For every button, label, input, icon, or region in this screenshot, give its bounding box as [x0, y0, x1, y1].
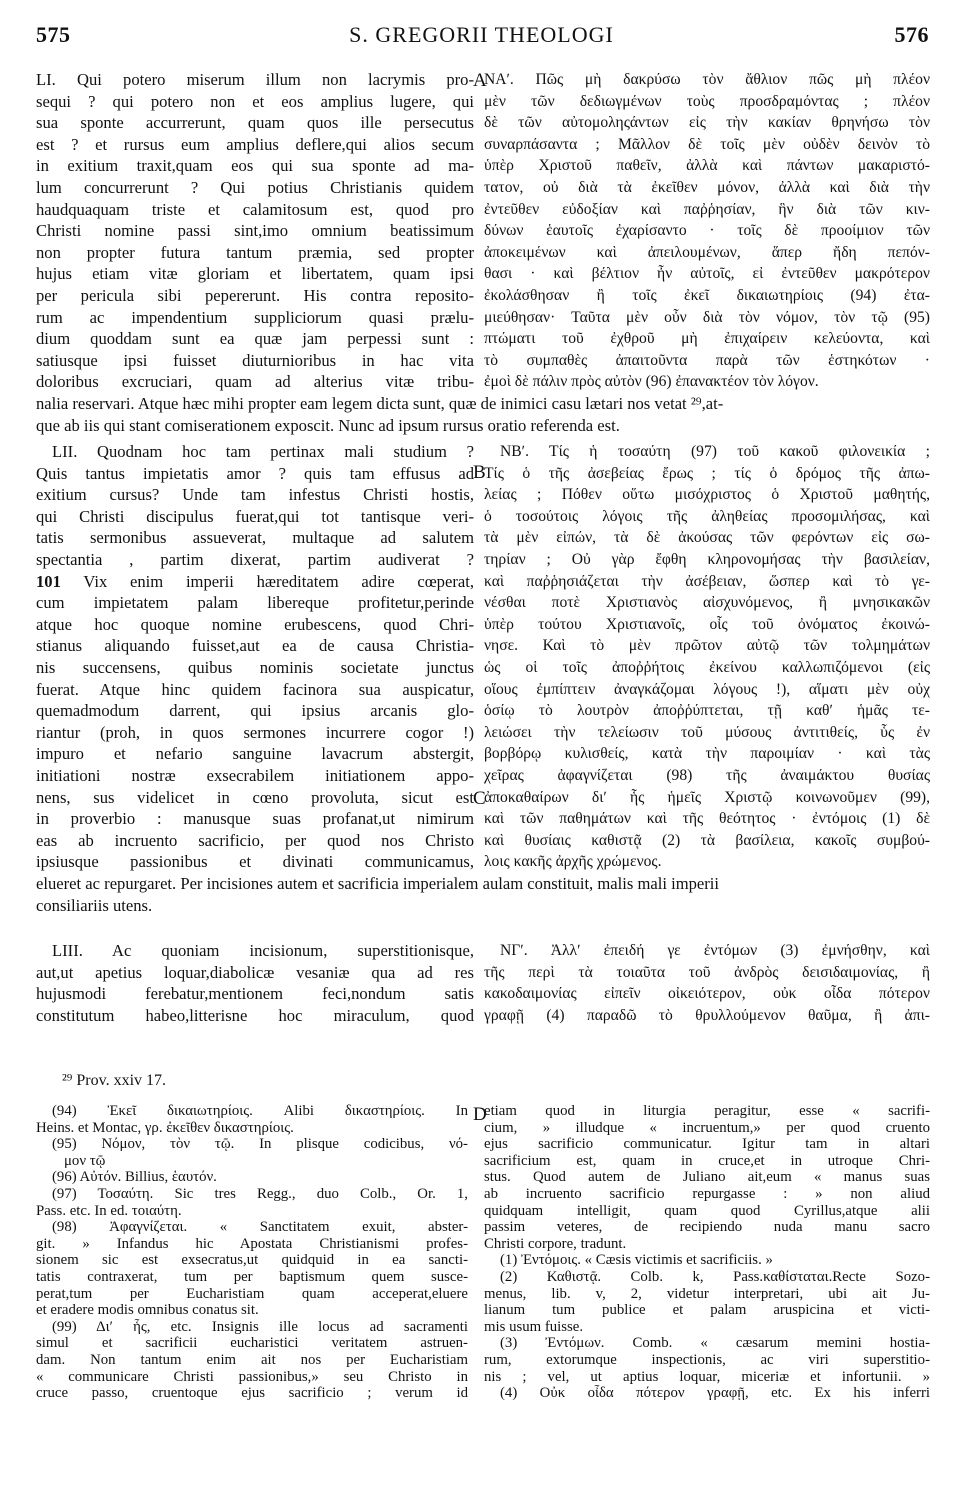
text-line: per pericula sibi pepererunt. His contra reposito- — [36, 285, 474, 305]
text-line: ὑπὲρ Χριστοῦ παθεῖν, ἀλλὰ καὶ πάντων μακαριστό- — [484, 157, 930, 175]
text-line: συναρπάσαντα ; Μᾶλλον δὲ τοῖς μὲν οὐδὲν δεινὸν τὸ — [484, 135, 930, 153]
text-line: γραφῇ (4) παραδῶ τὸ θρυλλούμενον θαῦμα, ἢ ἀπι- — [484, 1006, 930, 1024]
note-line: ejus sacrificio communicatur. Igitur tam in altari — [484, 1136, 930, 1153]
text-line: νησε. Καὶ τὸ μὲν πρῶτον αὐτῷ τῶν τολμημάτων — [484, 637, 930, 655]
note-line: passim veteres, de recipiendo nuda manu sacro — [484, 1219, 930, 1236]
migne-column-number: 101 — [36, 571, 61, 591]
text-line: ὁ τοσούτοις λόγοις τῆς ἀληθείας προσομιλήσας, καὶ — [484, 507, 930, 525]
text-line: μιεύθησαν· Ταῦτα μὲν οὖν διὰ τὸν νόμον, τὸν τῷ (95) — [484, 308, 930, 326]
text-line: ipsiusque passionibus et divinati communicamus, — [36, 852, 474, 872]
note-line: Pass. etc. In ed. τοιαύτη. — [36, 1202, 182, 1219]
note-line: (1) Ἐντόμοις. « Cæsis victimis et sacrificiis. » — [500, 1252, 773, 1269]
note-line: ab incruento sacrificio repurgasse : » non aliud — [484, 1185, 930, 1202]
text-line: τηρίαν ; Οὐ γὰρ ἔφθη κληρονομήσας τὴν βασιλείαν, — [484, 550, 930, 568]
note-line: nis ; vel, ut aptius loquar, miceriæ et infortunii. » — [484, 1368, 930, 1385]
text-line: nens, sus videlicet in cœno provoluta, sicut est — [36, 787, 474, 807]
text-line: ὁσίῳ τὸ λουτρὸν ἀποῤῥύπτεται, τῇ καθʹ ἡμᾶς τε- — [484, 702, 930, 720]
note-line: sionem sic est exsecratus,ut quidquid in ea sancti- — [36, 1252, 468, 1269]
note-line: (2) Καθιστᾷ. Colb. k, Pass.καθίσταται.Recte Sozo- — [500, 1268, 930, 1285]
text-line — [36, 571, 474, 593]
text-line: nalia reservari. Atque hæc mihi propter eam legem dicta sunt, quæ de inimici casu lætari nos vetat ²⁹,at- — [36, 394, 724, 413]
text-line: ἐντεῦθεν εὐδοξίαν καὶ παῤῥησίαν, ἣν διὰ τῶν κιν- — [484, 200, 930, 218]
latin-column-block2 — [36, 441, 474, 873]
text-line: que ab iis qui stant comiserationem exposcit. Nunc ad ipsum rursus oratio referenda est. — [36, 415, 620, 435]
text-line: nis succensens, quibus nominis societate junctus — [36, 657, 474, 677]
note-line: cium, » illudque « incruentum,» per quod cruento — [484, 1119, 930, 1136]
text-line: atque hoc quoque nomine erubescens, quod Chri- — [36, 614, 474, 634]
note-line: dam. Non tantum enim ait nos per Eucharistiam — [36, 1351, 468, 1368]
text-line: βορβόρῳ κυλισθείς, κατὰ τὴν παροιμίαν · καὶ τὰς — [484, 745, 930, 763]
text-line: satiusque ipsi fuisset diuturnioribus in hac vita — [36, 350, 474, 370]
text-line: in exitium traxit,quam eos qui sua sponte ad ma- — [36, 156, 474, 176]
note-line: (97) Τοσαύτη. Sic tres Regg., duo Colb., Or. 1, — [52, 1185, 468, 1202]
note-line: Heins. et Montac, γρ. ἐκεῖθεν δικαστηρίοις. — [36, 1119, 294, 1136]
margin-marker-a: A — [473, 70, 487, 91]
text-line: rum ac impendentium suppliciorum quasi prælu- — [36, 307, 474, 327]
note-line: « communicare Christi passionibus,» seu Christo in — [36, 1368, 468, 1385]
note-line: menus, lib. v, 2, videtur interpretari, ubi ait Ju- — [484, 1285, 930, 1302]
text-line: ἀποκαθαίρων διʹ ἧς ἡμεῖς Χριστῷ κοινωνοῦμεν (99), — [484, 788, 930, 806]
text-line: hujusmodi ferebatur,mentionem feci,nondum satis — [36, 984, 474, 1004]
text-line: τατον, οὐ διὰ τὰ ἐκεῖθεν μόνον, ἀλλὰ καὶ διὰ τὴν — [484, 178, 930, 196]
text-line: καὶ παῤῥησιάζεται τὴν ἀσέβειαν, ὥσπερ καὶ τὸ γε- — [484, 572, 930, 590]
note-line: (94) Ἐκεῖ δικαιωτηρίοις. Alibi δικαστηρίοις. In — [52, 1103, 468, 1119]
text-line: ἀποκειμένων καὶ ἀπειλουμένων, ἅπερ ἤδη πεπόν- — [484, 243, 930, 261]
text-line: καὶ θυσίαις καθιστᾷ (2) τὰ βασίλεια, κακοῖς συμβού- — [484, 831, 930, 849]
note-line: perat,tum per Eucharistiam quam acceperat,eluere — [36, 1285, 468, 1302]
note-line: (3) Ἐντόμων. Comb. « cæsarum memini hostia- — [500, 1335, 930, 1352]
text-line: riantur (proh, in quos sermones incurrere cogor !) — [36, 722, 474, 742]
text-line: Τίς ὁ τῆς ἀσεβείας ἔρως ; τίς ὁ δρόμος τῆς ἀπω- — [484, 464, 930, 482]
margin-marker-b: B — [473, 462, 486, 483]
note-line: (99) Διʹ ἧς, etc. Insignis ille locus ad sacramenti — [52, 1318, 468, 1335]
notes-right-column — [484, 1103, 930, 1402]
text-line: exitium cursus? Unde tam infestus Christi hostis, — [36, 485, 474, 505]
note-line: etiam quod in liturgia peragitur, esse « sacrifi- — [484, 1103, 930, 1119]
note-line: lianum tum publice et palam aruspicina et victi- — [484, 1302, 930, 1319]
text-line: θασι · καὶ βέλτιον ἦν αὐτοῖς, εἰ ἐντεῦθεν μακρότερον — [484, 265, 930, 283]
note-line: sacrificium est, quam in cruce,et in utroque Chri- — [484, 1152, 930, 1169]
text-line: τὸ συμπαθὲς ἀπαιτοῦντα παρὰ τῶν ἑστηκότων · — [484, 351, 930, 369]
text-line: hujus etiam vitæ gloriam et libertatem, quam ipsi — [36, 264, 474, 284]
page-number-right: 576 — [894, 22, 929, 47]
text-line: οἵους ἐμπίπτειν ἀναγκάζομαι λόγους !), αἵματι μὲν οὐχ — [484, 680, 930, 698]
latin-column-block3 — [36, 940, 474, 1026]
text-line: cum impietatem palam libereque profitetur,perinde — [36, 593, 474, 613]
text-line: sua sponte accurrerunt, quam quos ille persecutus — [36, 113, 474, 133]
note-line: (98) Ἀφαγνίζεται. « Sanctitatem exuit, abster- — [52, 1219, 468, 1236]
notes-left-column — [36, 1103, 468, 1402]
text-line: LI. Qui potero miserum illum non lacrymis pro- — [36, 70, 474, 89]
text-line: lum concurrerunt ? Qui potius Christianis quidem — [36, 177, 474, 197]
text-line: spectantia , partim dixerat, partim audiverat ? — [36, 549, 474, 569]
text-line: νέσθαι ποτὲ Χριστιανὸς αἰσχυνόμενος, ἢ μνησικακῶν — [484, 594, 930, 612]
text-line: quemadmodum darrent, qui ipsius arcanis glo- — [36, 701, 474, 721]
text-line: ἐμοὶ δὲ πάλιν πρὸς αὐτὸν (96) ἐπανακτέον τὸν λόγον. — [484, 373, 819, 391]
text-line: aut,ut apetius loquar,diabolicæ vesaniæ qua ad res — [36, 962, 474, 982]
text-line: qui Christi discipulus fuerat,qui tot tantisque veri- — [36, 506, 474, 526]
text-line: ἐκολάσθησαν ἢ τοῖς ἐκεῖ δικαιωτηρίοις (94) ἐτα- — [484, 286, 930, 304]
note-line: rum, extorumque inspectionis, ac viri superstitio- — [484, 1351, 930, 1368]
text-line: LII. Quodnam hoc tam pertinax mali studium ? — [52, 442, 474, 461]
text-line: δὲ τῶν αὐτομοληςάντων εἰς τὴν κακίαν θρηνήσω τὸν — [484, 114, 930, 132]
text-line: eas ab incruento sacrificio, per quod nos Christo — [36, 830, 474, 850]
text-line: λοις κακῆς ἀρχῆς χρώμενος. — [484, 853, 662, 871]
note-line: git. » Infandus hic Apostata Christianismi profes- — [36, 1235, 468, 1252]
text-line: est ? et rursus eum amplius deflere,qui alios secum — [36, 134, 474, 154]
note-line: (95) Νόμον, τὸν τῷ. In plisque codicibus, νό- — [52, 1136, 468, 1153]
text-line: τῆς περὶ τὰ τοιαῦτα τοῦ ἀνδρὸς δεισιδαιμονίας, ἢ — [484, 963, 930, 981]
text-line: μὲν τῶν δεδιωγμένων τοὺς προσδραμόντας ; πλέον — [484, 92, 930, 110]
text-line: elueret ac repurgaret. Per incisiones autem et sacrificia imperialem aulam constituit, malis mali imperii — [36, 874, 720, 893]
text-line: ΝΓʹ. Ἀλλʹ ἐπειδή γε ἐντόμων (3) ἐμνήσθην, καὶ — [500, 942, 930, 959]
text-line: ὡς οἱ τοῖς ἀποῤῥήτοις ἐκείνου καλλωπιζόμενοι (εἰς — [484, 658, 930, 676]
text-line: initiationi nostræ exsecrabilem initiationem appo- — [36, 765, 474, 785]
text-line: doloribus excruciari, quam ad alterius vitæ tribu- — [36, 372, 474, 392]
text-line: τὰ μὲν εἰπών, τὰ δὲ ἀκούσας τῶν φερόντων εἰς σω- — [484, 529, 930, 547]
text-line: λειώσει τὴν τελείωσιν τοῦ μύσους ἀντιτιθείς, ὗς ἐν — [484, 723, 930, 741]
page-number-left: 575 — [36, 22, 71, 47]
text-line: ΝΒʹ. Τίς ἡ τοσαύτη (97) τοῦ κακοῦ φιλονεικία ; — [500, 443, 930, 460]
text-line: κακοδαιμονίας εἰπεῖν οἰκειότερον, οὐκ οἶδα πότερον — [484, 985, 930, 1003]
text-line: sequi ? qui potero non et eos amplius lugere, qui — [36, 91, 474, 111]
greek-column-block1 — [484, 69, 930, 393]
note-line: quidquam intelligit, quam quod Cyrillus,atque alii — [484, 1202, 930, 1219]
running-title: S. GREGORII THEOLOGI — [349, 22, 614, 47]
text-line: Christi nomine passi sint,imo omnium beatissimum — [36, 221, 474, 241]
greek-column-block3 — [484, 940, 930, 1026]
text-line: ΝΑʹ. Πῶς μὴ δακρύσω τὸν ἄθλιον πῶς μὴ πλέον — [484, 71, 930, 88]
note-line: (4) Οὐκ οἶδα πότερον γραφῇ, etc. Ex his inferri — [500, 1385, 930, 1402]
latin-column-block1 — [36, 69, 474, 393]
text-line: constitutum habeo,litterisne hoc miraculum, quod — [36, 1005, 474, 1025]
margin-marker-d: D — [473, 1104, 487, 1125]
text-line: λείας ; Πόθεν οὕτω μισόχριστος ὁ Χριστοῦ μαθητής, — [484, 486, 930, 504]
note-line: stus. Quod autem de Juliano ait,eum « manus suas — [484, 1169, 930, 1186]
text-line: Quis tantus impietatis amor ? quis tam effusus ad — [36, 463, 474, 483]
text-line: ὑπὲρ τούτου Χριστιανοῖς, οἷς τοῦ ὀνόματος ἐκοινώ- — [484, 615, 930, 633]
note-line: mis usum fuisse. — [484, 1318, 584, 1335]
note-line: et eradere modis omnibus conatus sit. — [36, 1302, 259, 1319]
text-line: consiliariis utens. — [36, 895, 153, 915]
note-line: cruce passo, cruentoque ejus sacrificio ; verum id — [36, 1385, 468, 1402]
text-segment: Vix enim imperii hæreditatem adire cœperat, — [83, 571, 474, 591]
text-line: impuro et nefario sanguine lavacrum abstergit, — [36, 744, 474, 764]
text-line: fuerat. Atque hinc quidem facinora sua auspicatur, — [36, 679, 474, 699]
text-line: LIII. Ac quoniam incisionum, superstitionisque, — [52, 941, 474, 960]
note-line: Christi corpore, tradunt. — [484, 1235, 627, 1252]
text-line: χεῖρας ἀφαγνίζεται (98) τῆς ἀναιμάκτου θυσίας — [484, 766, 930, 784]
margin-marker-c: C — [473, 788, 486, 809]
full-width-tail-block2 — [36, 873, 932, 916]
text-line: in proverbio : manusque suas profanat,ut nimirum — [36, 809, 474, 829]
text-line: πτώματι τοῦ ἐχθροῦ μὴ ἐπιχαίρειν κελεύοντα, καὶ — [484, 330, 930, 348]
full-width-tail-block1 — [36, 393, 932, 436]
note-line: (96) Αὐτόν. Billius, ἑαυτόν. — [52, 1169, 217, 1186]
note-line: tatis contraxerat, tum per baptismum quem susce- — [36, 1268, 468, 1285]
text-line: non propter futura tantum præmia, sed propter — [36, 242, 474, 262]
scripture-footnote: ²⁹ Prov. xxiv 17. — [62, 1072, 167, 1089]
text-line: δύνων ἑαυτοῖς ἐχαρίσαντο · τοῖς δὲ προοίμιον τῶν — [484, 222, 930, 240]
text-line: dium quoddam sunt ea quæ jam perpessi sunt : — [36, 329, 474, 349]
text-line: καὶ τῶν παθημάτων καὶ τῆς θεότητος · ἐντόμοις (1) δὲ — [484, 810, 930, 828]
greek-column-block2 — [484, 441, 930, 873]
note-line: simul et sacrificii eucharistici veritatem astruen- — [36, 1335, 468, 1352]
note-line: μον τῷ — [64, 1152, 106, 1169]
text-line: haudquaquam triste et calamitosum est, quod pro — [36, 199, 474, 219]
text-line: stianus aliquando fuisset,aut ea de causa Christia- — [36, 636, 474, 656]
text-line: tatis sermonibus assueverat, multaque ad salutem — [36, 528, 474, 548]
